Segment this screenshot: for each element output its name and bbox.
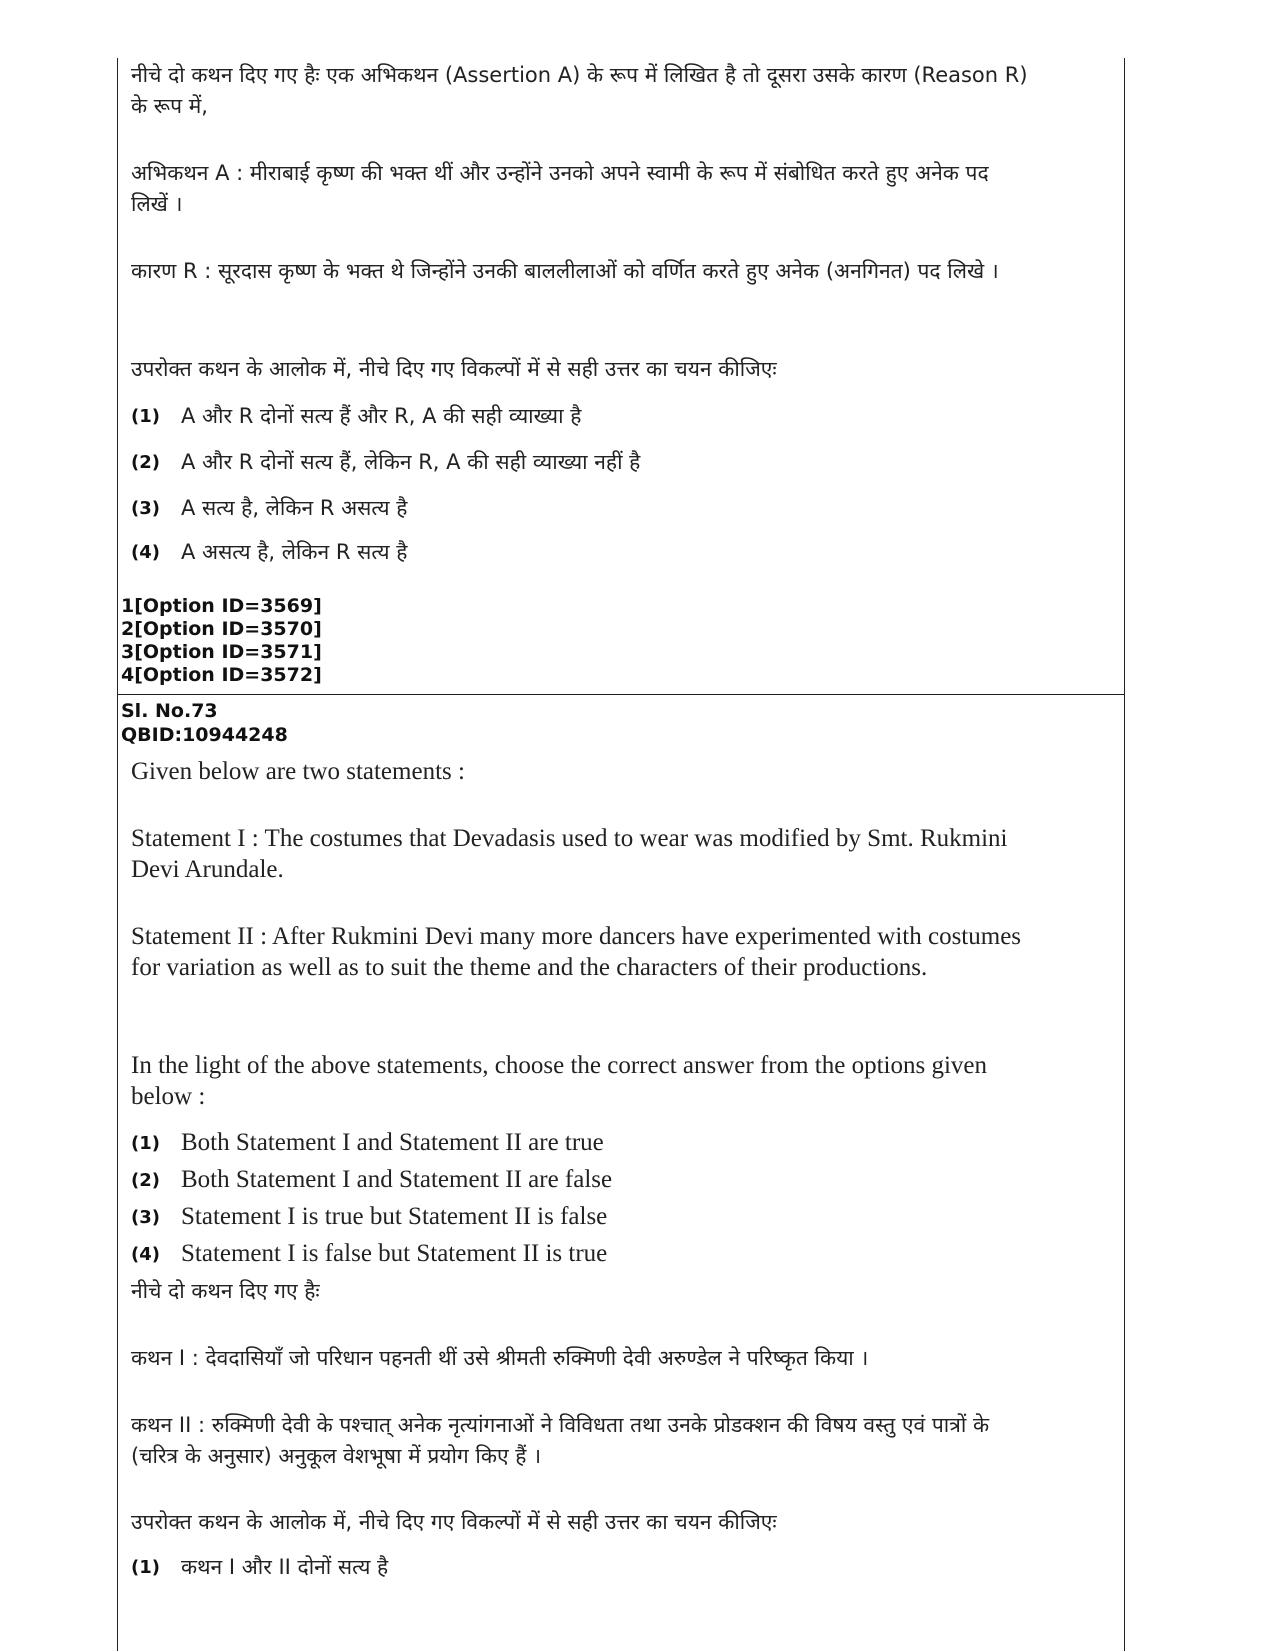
q72-option-2 <box>131 444 1031 480</box>
option-number: (1) <box>131 405 160 427</box>
q72-prompt: उपरोक्त कथन के आलोक में, नीचे दिए गए विकल्पों में से सही उत्तर का चयन कीजिएः <box>131 357 777 381</box>
q73-en-option-2 <box>131 1162 1031 1198</box>
option-text: Both Statement I and Statement II are false <box>181 1166 613 1193</box>
q73-en-statement1: Statement I : The costumes that Devadasis used to wear was modified by Smt. Rukmini Devi Arundale. <box>131 825 1008 883</box>
q73-hi-intro: नीचे दो कथन दिए गए हैः <box>131 1279 320 1303</box>
option-number: (2) <box>131 451 160 473</box>
option-text: A असत्य है, लेकिन R सत्य है <box>181 540 408 564</box>
option-text: कथन I और II दोनों सत्य है <box>181 1555 389 1579</box>
q72-intro: नीचे दो कथन दिए गए हैः एक अभिकथन (Assertion A) के रूप में लिखित है तो दूसरा उसके कारण (Reason R) के रूप में, <box>131 63 1028 118</box>
serial-number: Sl. No.73 <box>121 700 218 722</box>
option-text: A और R दोनों सत्य हैं, लेकिन R, A की सही व्याख्या नहीं है <box>181 450 641 474</box>
option-id: 4[Option ID=3572] <box>121 664 322 686</box>
qbid: QBID:10944248 <box>121 724 288 746</box>
q72-option-1 <box>131 398 1031 434</box>
option-text: Statement I is true but Statement II is false <box>181 1203 608 1230</box>
q73-en-prompt: In the light of the above statements, choose the correct answer from the options given below : <box>131 1052 987 1110</box>
option-id: 3[Option ID=3571] <box>121 641 322 663</box>
q73-en-option-3 <box>131 1199 1031 1235</box>
option-text: Statement I is false but Statement II is true <box>181 1240 608 1267</box>
option-number: (4) <box>131 541 160 563</box>
option-id: 1[Option ID=3569] <box>121 595 322 617</box>
q73-en-option-1 <box>131 1125 1031 1161</box>
option-number: (1) <box>131 1132 160 1154</box>
q72-option-3 <box>131 490 1031 526</box>
q72-option-ids <box>121 595 322 687</box>
q73-en-option-4 <box>131 1236 1031 1272</box>
option-text: Both Statement I and Statement II are true <box>181 1129 604 1156</box>
q73-hi-statement1: कथन I : देवदासियाँ जो परिधान पहनती थीं उसे श्रीमती रुक्मिणी देवी अरुण्डेल ने परिष्कृत किया । <box>131 1346 869 1370</box>
q73-hi-option-1 <box>131 1549 1031 1585</box>
option-number: (3) <box>131 1206 160 1228</box>
q73-hi-prompt: उपरोक्त कथन के आलोक में, नीचे दिए गए विकल्पों में से सही उत्तर का चयन कीजिएः <box>131 1510 777 1534</box>
option-number: (3) <box>131 497 160 519</box>
option-number: (1) <box>131 1556 160 1578</box>
q73-en-statement2: Statement II : After Rukmini Devi many more dancers have experimented with costumes for variation as well as to suit the theme and the characters of their productions. <box>131 923 1022 981</box>
option-text: A और R दोनों सत्य हैं और R, A की सही व्याख्या है <box>181 404 582 428</box>
question-divider <box>117 694 1125 695</box>
option-text: A सत्य है, लेकिन R असत्य है <box>181 496 408 520</box>
q72-reason: कारण R : सूरदास कृष्ण के भक्त थे जिन्होंने उनकी बाललीलाओं को वर्णित करते हुए अनेक (अनगिनत) पद लिखे । <box>131 259 999 283</box>
option-number: (2) <box>131 1169 160 1191</box>
q72-assertion: अभिकथन A : मीराबाई कृष्ण की भक्त थीं और उन्होंने उनको अपने स्वामी के रूप में संबोधित करते हुए अनेक पद लिखें । <box>131 161 989 216</box>
option-number: (4) <box>131 1243 160 1265</box>
q73-hi-statement2: कथन II : रुक्मिणी देवी के पश्चात् अनेक नृत्यांगनाओं ने विविधता तथा उनके प्रोडक्शन की विषय वस्तु एवं पात्रों के (चरित्र के अनुसार) अनुकूल वेशभूषा में प्रयोग किए हैं । <box>131 1413 990 1468</box>
q73-en-intro: Given below are two statements : <box>131 758 465 785</box>
q72-option-4 <box>131 534 1031 570</box>
q73-meta <box>121 700 288 748</box>
option-id: 2[Option ID=3570] <box>121 618 322 640</box>
